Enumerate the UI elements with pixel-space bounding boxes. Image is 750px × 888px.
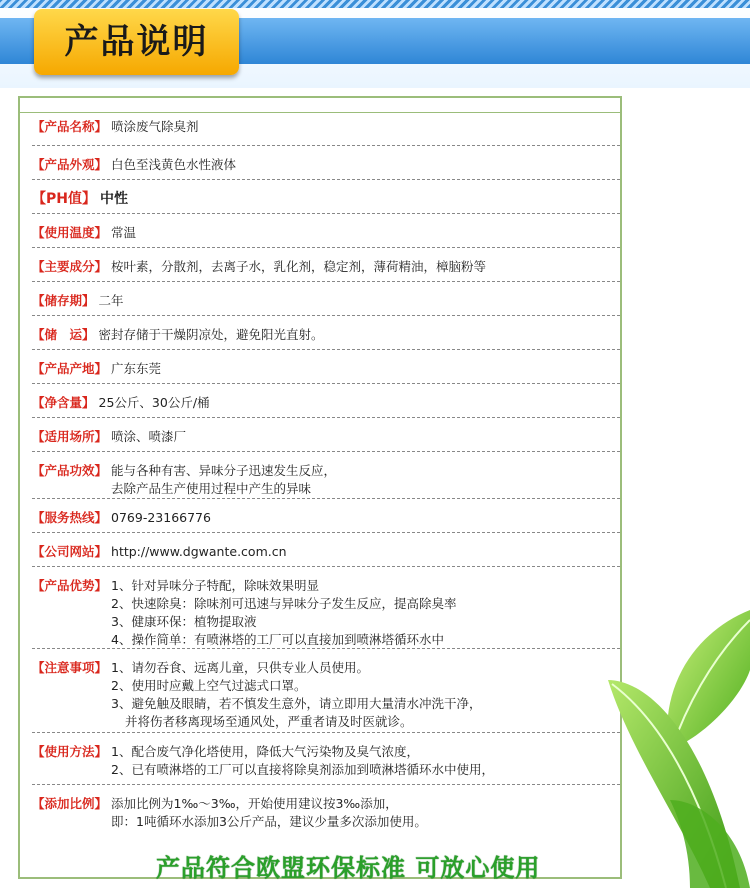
eco-slogan: 产品符合欧盟环保标准 可放心使用 — [156, 854, 541, 882]
spec-value-line: 能与各种有害、异味分子迅速发生反应， — [111, 463, 337, 478]
spec-row-ingredients — [32, 248, 620, 282]
spec-value — [107, 509, 620, 527]
spec-row-ph — [32, 180, 620, 214]
spec-value — [107, 258, 620, 276]
spec-label: 【使用方法】 — [32, 744, 108, 759]
spec-value — [107, 360, 620, 378]
spec-value — [95, 326, 620, 344]
spec-value-line: 0769-23166776 — [111, 510, 211, 525]
spec-label: 【注意事项】 — [32, 660, 108, 675]
spec-value — [107, 795, 620, 831]
spec-label: 【产品外观】 — [32, 157, 108, 172]
spec-row-usage — [32, 733, 620, 785]
spec-row-appearance — [32, 146, 620, 180]
spec-value-line: 1、请勿吞食、远离儿童，只供专业人员使用。 — [111, 660, 369, 675]
spec-row-efficacy — [32, 452, 620, 499]
spec-row-name — [32, 108, 620, 146]
spec-value-line: 2、已有喷淋塔的工厂可以直接将除臭剂添加到喷淋塔循环水中使用， — [111, 762, 494, 777]
page-title: 产品说明 — [64, 22, 209, 62]
spec-value-line: 1、针对异味分子特配，除味效果明显 — [111, 578, 319, 593]
spec-label: 【主要成分】 — [32, 259, 108, 274]
spec-value — [96, 190, 620, 208]
spec-label: 【使用温度】 — [32, 225, 108, 240]
spec-value-line: 即：1吨循环水添加3公斤产品，建议少量多次添加使用。 — [111, 814, 427, 829]
spec-value-line: 3、避免触及眼睛，若不慎发生意外，请立即用大量清水冲洗干净， — [111, 696, 482, 711]
spec-row-website — [32, 533, 620, 567]
spec-value-line: 去除产品生产使用过程中产生的异味 — [111, 481, 312, 496]
spec-label: 【储存期】 — [32, 293, 95, 308]
spec-value — [107, 743, 620, 779]
spec-row-temperature — [32, 214, 620, 248]
spec-value-line: 桉叶素，分散剂，去离子水，乳化剂，稳定剂，薄荷精油，樟脑粉等 — [111, 259, 487, 274]
spec-value — [107, 224, 620, 242]
spec-row-advantages — [32, 567, 620, 649]
spec-row-origin — [32, 350, 620, 384]
spec-row-dosage — [32, 785, 620, 833]
spec-row-storage — [32, 316, 620, 350]
spec-value-line: 白色至浅黄色水性液体 — [111, 157, 237, 172]
spec-row-net-content — [32, 384, 620, 418]
spec-label: 【适用场所】 — [32, 429, 108, 444]
spec-value-line: 2、使用时应戴上空气过滤式口罩。 — [111, 678, 307, 693]
spec-value-line: 二年 — [98, 293, 124, 308]
spec-label: 【添加比例】 — [32, 796, 108, 811]
spec-label: 【产品优势】 — [32, 578, 108, 593]
spec-label: 【PH值】 — [32, 191, 96, 207]
spec-label: 【储 运】 — [32, 327, 95, 342]
spec-value-line: 喷涂、喷漆厂 — [111, 429, 187, 444]
spec-value-line: 中性 — [99, 191, 128, 207]
spec-row-hotline — [32, 499, 620, 533]
spec-row-shelf-life — [32, 282, 620, 316]
spec-row-applicable-sites — [32, 418, 620, 452]
spec-value — [107, 428, 620, 446]
spec-value — [107, 577, 620, 649]
spec-value — [107, 462, 620, 498]
header-stripe — [0, 0, 750, 8]
spec-label: 【净含量】 — [32, 395, 95, 410]
spec-value-line: 喷涂废气除臭剂 — [111, 119, 199, 134]
spec-value — [95, 394, 620, 412]
spec-value — [95, 292, 620, 310]
spec-label: 【产品名称】 — [32, 119, 108, 134]
spec-label: 【服务热线】 — [32, 510, 108, 525]
spec-value-line: http://www.dgwante.com.cn — [111, 544, 287, 559]
header-title-tab — [34, 9, 239, 75]
spec-value-line: 2、快速除臭：除味剂可迅速与异味分子发生反应，提高除臭率 — [111, 596, 457, 611]
spec-value — [107, 156, 620, 174]
spec-value-line: 并将伤者移离现场至通风处，严重者请及时医就诊。 — [125, 714, 413, 729]
spec-row-precautions — [32, 649, 620, 733]
spec-label: 【公司网站】 — [32, 544, 108, 559]
spec-value-line: 1、配合废气净化塔使用，降低大气污染物及臭气浓度， — [111, 744, 419, 759]
header-banner — [0, 0, 750, 88]
spec-value-line: 25公斤、30公斤/桶 — [98, 395, 210, 410]
spec-value-line: 密封存储于干燥阴凉处，避免阳光直射。 — [98, 327, 324, 342]
spec-list — [32, 108, 620, 833]
spec-value-line: 4、操作简单：有喷淋塔的工厂可以直接加到喷淋塔循环水中 — [111, 632, 444, 647]
spec-label: 【产品功效】 — [32, 463, 108, 478]
spec-value — [107, 543, 620, 561]
spec-value-line: 3、健康环保：植物提取液 — [111, 614, 257, 629]
spec-value-line: 常温 — [111, 225, 137, 240]
spec-value-line: 添加比例为1‰～3‰，开始使用建议按3‰添加， — [111, 796, 398, 811]
spec-label: 【产品产地】 — [32, 361, 108, 376]
spec-value — [107, 659, 620, 731]
spec-value-line: 广东东莞 — [111, 361, 162, 376]
spec-value — [107, 118, 620, 136]
